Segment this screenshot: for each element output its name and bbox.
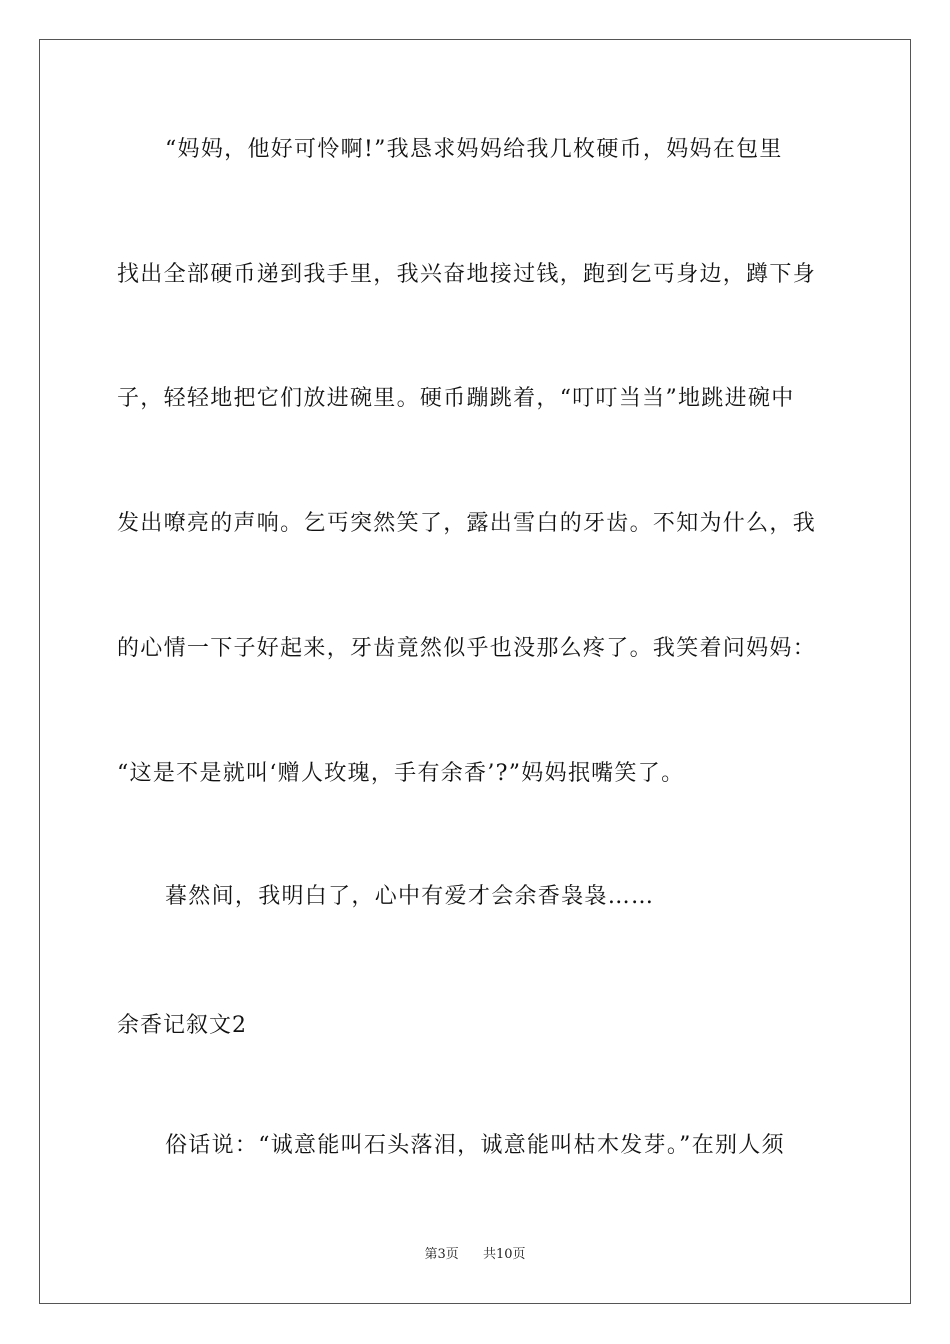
paragraph-line: 发出嘹亮的声响。乞丐突然笑了，露出雪白的牙齿。不知为什么，我 (117, 511, 817, 536)
total-pages: 共10页 (483, 1247, 526, 1262)
page-border (39, 39, 911, 1304)
paragraph-line: 的心情一下子好起来，牙齿竟然似乎也没那么疼了。我笑着问妈妈： (117, 636, 817, 661)
paragraph-line: “这是不是就叫‘赠人玫瑰，手有余香’?”妈妈抿嘴笑了。 (117, 761, 685, 786)
paragraph-line: “妈妈，他好可怜啊!”我恳求妈妈给我几枚硬币，妈妈在包里 (165, 137, 783, 162)
page-footer (0, 1247, 950, 1263)
paragraph-line: 暮然间，我明白了，心中有爱才会余香袅袅…… (165, 884, 655, 909)
paragraph-line: 子，轻轻地把它们放进碗里。硬币蹦跳着，“叮叮当当”地跳进碗中 (117, 386, 795, 411)
paragraph-line: 找出全部硬币递到我手里，我兴奋地接过钱，跑到乞丐身边，蹲下身 (117, 262, 817, 287)
paragraph-line: 俗话说：“诚意能叫石头落泪，诚意能叫枯木发芽。”在别人须 (165, 1133, 785, 1158)
section-title: 余香记叙文2 (117, 1013, 247, 1038)
page-number: 第3页 (424, 1247, 459, 1262)
